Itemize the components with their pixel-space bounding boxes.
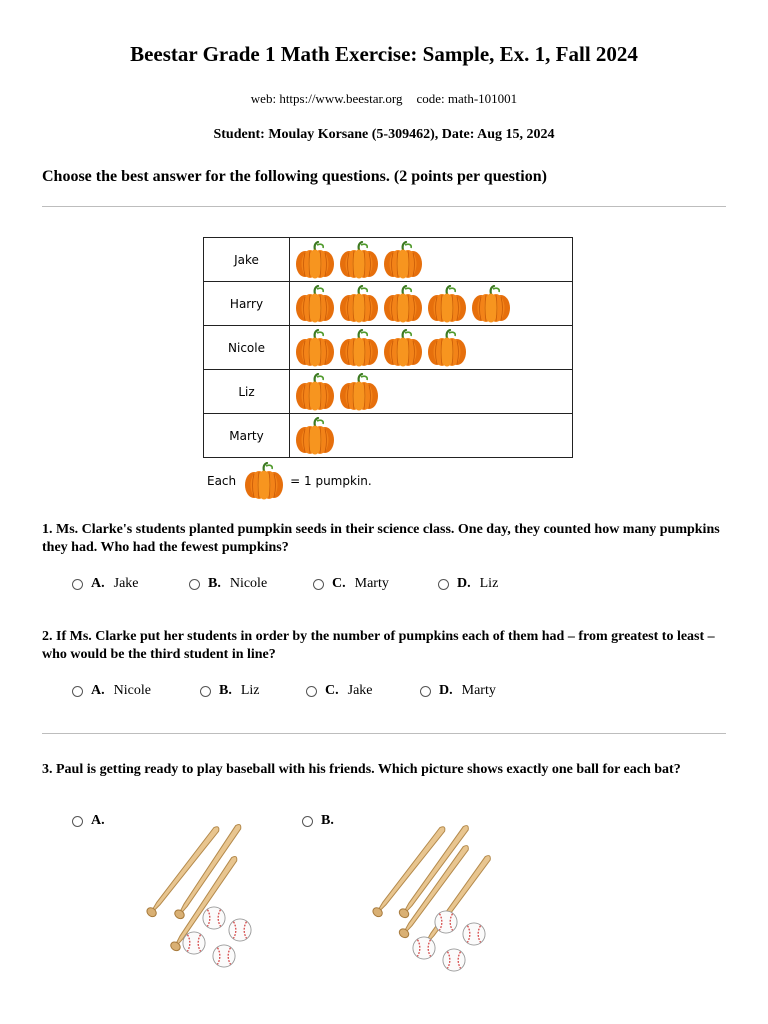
question-2-options [72, 683, 496, 699]
pumpkin-icon [295, 329, 335, 367]
pumpkin-icon [295, 417, 335, 455]
option-a[interactable]: A. Jake [72, 576, 189, 592]
baseball-icon [435, 911, 457, 933]
pumpkin-icon [244, 462, 284, 500]
key-suffix: = 1 pumpkin. [290, 474, 372, 488]
radio-button[interactable] [438, 579, 449, 590]
pumpkin-icon [383, 241, 423, 279]
row-name: Nicole [204, 326, 290, 370]
baseball-icon [443, 949, 465, 971]
pumpkin-icon [295, 373, 335, 411]
question-3-text: 3. Paul is getting ready to play baseball with his friends. Which picture shows exactly one ball for each bat? [42, 762, 681, 777]
divider [42, 733, 726, 734]
question-1-text: 1. Ms. Clarke's students planted pumpkin seeds in their science class. One day, they counted how many pumpkins they had. Who had the fewest pumpkins? [42, 522, 720, 555]
option-b[interactable]: B. [302, 813, 343, 829]
baseball-icon [213, 945, 235, 967]
exercise-code: code: math-101001 [416, 91, 518, 106]
web-address: web: https://www.beestar.org [250, 91, 403, 106]
web-code-line [0, 91, 768, 107]
radio-button[interactable] [302, 816, 313, 827]
divider [42, 206, 726, 207]
pumpkin-icon [339, 329, 379, 367]
question-1-options [72, 576, 498, 592]
radio-button[interactable] [420, 686, 431, 697]
row-name: Liz [204, 370, 290, 414]
question-2-text: 2. If Ms. Clarke put her students in order by the number of pumpkins each of them had – from greatest to least – who would be the third student in line? [42, 629, 715, 662]
pictograph-row [204, 414, 573, 458]
pumpkin-icon [339, 285, 379, 323]
pumpkin-icon [295, 285, 335, 323]
pictograph-row [204, 370, 573, 414]
option-a[interactable]: A. [72, 813, 114, 829]
pumpkin-icon [339, 241, 379, 279]
pumpkin-icons [290, 282, 573, 326]
bats-and-balls-picture-b [344, 812, 504, 977]
option-b[interactable]: B. Nicole [189, 576, 313, 592]
page-title: Beestar Grade 1 Math Exercise: Sample, Ex. 1, Fall 2024 [130, 42, 638, 66]
radio-button[interactable] [189, 579, 200, 590]
pumpkin-icon [471, 285, 511, 323]
pictograph-row [204, 326, 573, 370]
pictograph-row [204, 282, 573, 326]
radio-button[interactable] [72, 579, 83, 590]
bats-and-balls-picture-a [118, 812, 268, 972]
radio-button[interactable] [72, 686, 83, 697]
pumpkin-icon [295, 241, 335, 279]
row-name: Harry [204, 282, 290, 326]
radio-button[interactable] [72, 816, 83, 827]
pumpkin-icons [290, 238, 573, 282]
option-a[interactable]: A. Nicole [72, 683, 200, 699]
pumpkin-pictograph [203, 237, 573, 458]
pumpkin-icons [290, 370, 573, 414]
row-name: Jake [204, 238, 290, 282]
pumpkin-icons [290, 414, 573, 458]
instructions: Choose the best answer for the following questions. (2 points per question) [42, 168, 547, 185]
baseball-icon [203, 907, 225, 929]
pictograph-row [204, 238, 573, 282]
radio-button[interactable] [200, 686, 211, 697]
radio-button[interactable] [313, 579, 324, 590]
key-prefix: Each [207, 474, 237, 488]
pumpkin-icon [339, 373, 379, 411]
pumpkin-icon [383, 285, 423, 323]
baseball-icon [463, 923, 485, 945]
pumpkin-icon [383, 329, 423, 367]
option-d[interactable]: D. Marty [420, 683, 496, 699]
baseball-icon [229, 919, 251, 941]
pictograph-key [207, 462, 372, 500]
option-c[interactable]: C. Jake [306, 683, 420, 699]
baseball-icon [183, 932, 205, 954]
option-c[interactable]: C. Marty [313, 576, 438, 592]
student-info: Student: Moulay Korsane (5-309462), Date: Aug 15, 2024 [213, 127, 555, 142]
row-name: Marty [204, 414, 290, 458]
option-b[interactable]: B. Liz [200, 683, 306, 699]
pumpkin-icons [290, 326, 573, 370]
radio-button[interactable] [306, 686, 317, 697]
bat-icon [169, 854, 240, 952]
pumpkin-icon [427, 329, 467, 367]
pumpkin-icon [427, 285, 467, 323]
baseball-icon [413, 937, 435, 959]
option-d[interactable]: D. Liz [438, 576, 498, 592]
